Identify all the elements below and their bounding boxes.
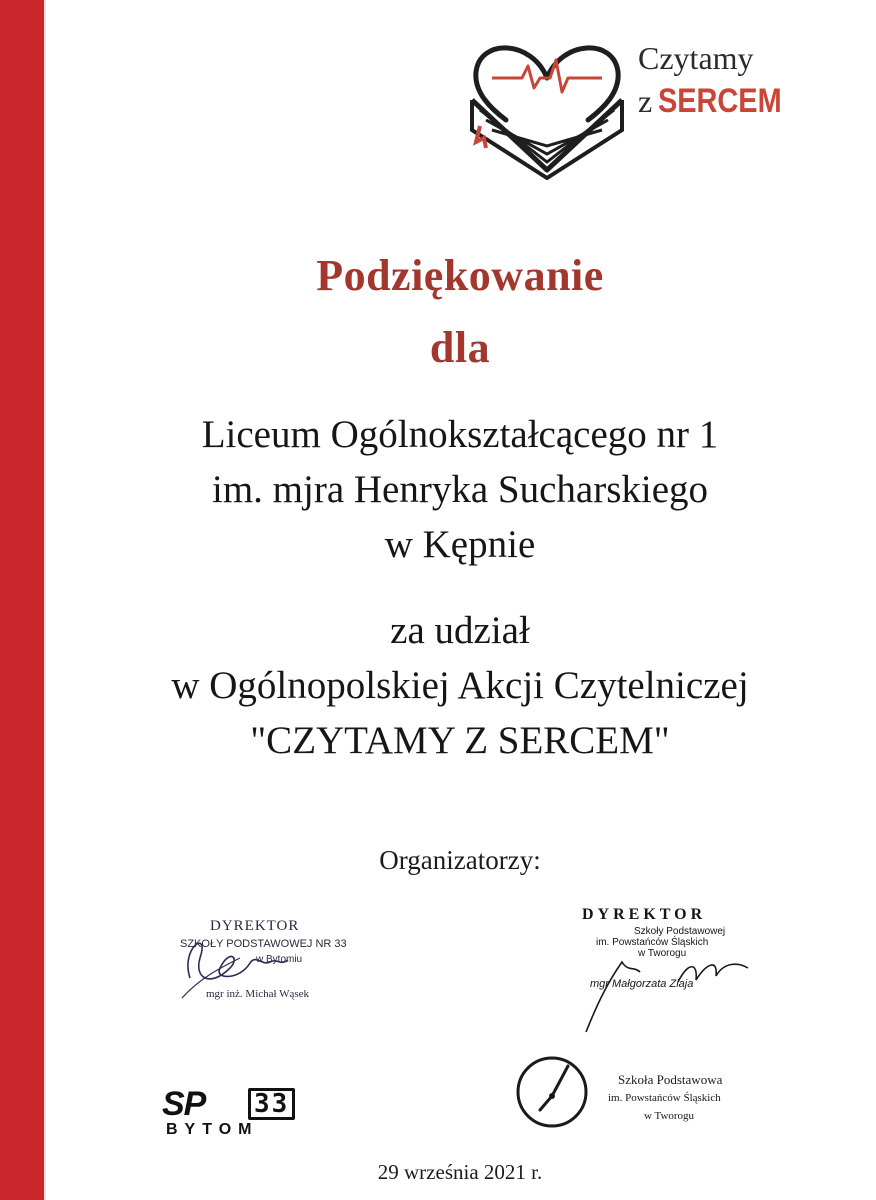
- stamp-right-name: mgr Małgorzata Ziaja: [590, 978, 694, 990]
- stamp-right-line-1: Szkoły Podstawowej: [634, 926, 726, 937]
- stamp-left-name: mgr inż. Michał Wąsek: [206, 988, 310, 1000]
- stamp-left: [170, 908, 370, 1008]
- school-tworog-line-1: Szkoła Podstawowa: [618, 1072, 723, 1087]
- heart-book-icon: [462, 30, 632, 180]
- logo-title: Czytamy: [638, 40, 754, 76]
- signature-left-icon: [170, 908, 370, 1008]
- sp-logo-sp: SP: [162, 1085, 206, 1123]
- stamp-right: [578, 902, 778, 1042]
- logo-sub-z: z: [638, 83, 653, 119]
- reason-line-3: "CZYTAMY Z SERCEM": [250, 719, 670, 762]
- reason-line-2: w Ogólnopolskiej Akcji Czytelniczej: [171, 664, 749, 707]
- czytamy-z-sercem-logo: [462, 30, 792, 180]
- stamp-left-school: SZKOŁY PODSTAWOWEJ NR 33: [180, 938, 347, 950]
- heading-for: dla: [429, 323, 491, 372]
- sp-logo-number: 33: [248, 1088, 295, 1120]
- organizers-label: Organizatorzy:: [379, 845, 541, 875]
- logo-sub-sercem: SERCEM: [658, 82, 782, 120]
- recipient-line-1: Liceum Ogólnokształcącego nr 1: [201, 413, 719, 456]
- stamp-right-line-2: im. Powstańców Śląskich: [596, 937, 709, 948]
- stamp-right-line-3: w Tworogu: [638, 948, 687, 959]
- school-tworog-line-2: im. Powstańców Śląskich: [608, 1092, 721, 1104]
- reason-line-1: za udział: [390, 609, 530, 652]
- recipient-line-2: im. mjra Henryka Sucharskiego: [211, 468, 709, 511]
- recipient-line-3: w Kępnie: [384, 523, 536, 566]
- stamp-left-city: w Bytomiu: [256, 954, 303, 965]
- sp33-bytom-logo: [160, 1085, 330, 1145]
- stamp-left-title: DYREKTOR: [210, 918, 300, 934]
- logo-subtitle: [638, 82, 804, 121]
- clock-emblem-icon: [512, 1052, 592, 1132]
- red-border-stripe: [0, 0, 44, 1200]
- sp-logo-city: BYTOM: [166, 1121, 259, 1138]
- paper-edge: [44, 0, 46, 1200]
- school-tworog-line-3: w Tworogu: [644, 1110, 695, 1122]
- issue-date: 29 września 2021 r.: [377, 1160, 543, 1184]
- stamp-right-title: DYREKTOR: [582, 906, 707, 923]
- heading-title: Podziękowanie: [316, 251, 604, 300]
- signature-right-icon: [578, 902, 778, 1042]
- school-tworog-logo: [512, 1052, 792, 1152]
